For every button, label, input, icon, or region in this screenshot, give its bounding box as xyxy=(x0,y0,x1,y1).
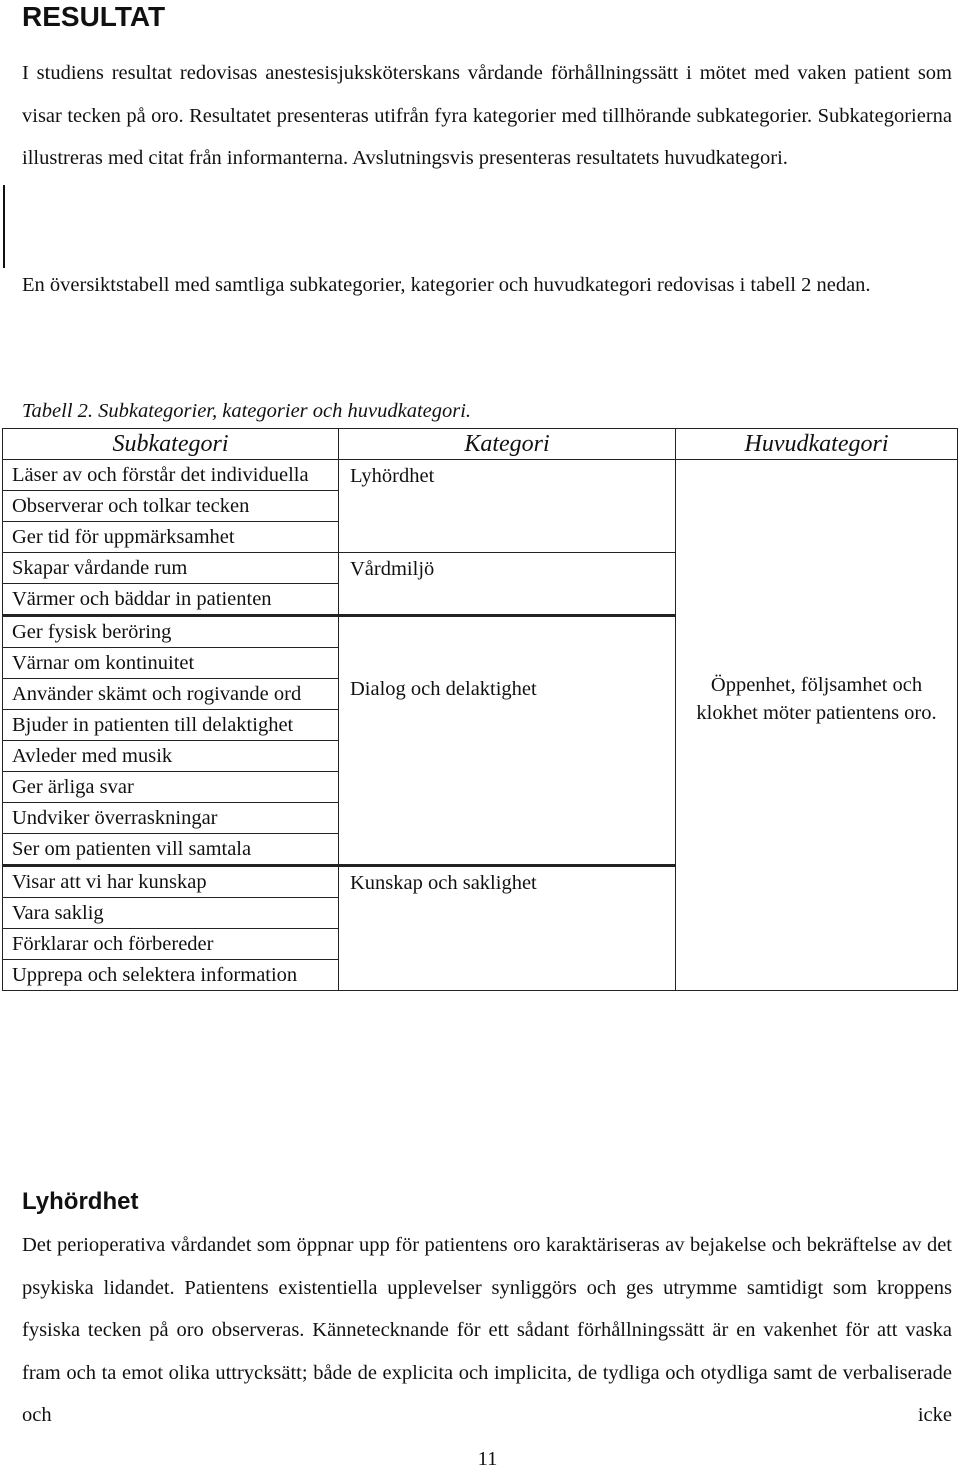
subcategory-cell: Undviker överraskningar xyxy=(3,803,339,834)
header-kategori: Kategori xyxy=(339,429,676,460)
subcategory-cell: Läser av och förstår det individuella xyxy=(3,460,339,491)
category-table xyxy=(2,428,958,991)
subcategory-cell: Använder skämt och rogivande ord xyxy=(3,679,339,710)
section-paragraph xyxy=(22,1224,952,1437)
page-number: 11 xyxy=(477,1448,498,1470)
overview-line: En översiktstabell med samtliga subkategorier, kategorier och huvudkategori redovisas i tabell xyxy=(22,274,796,296)
page-title: RESULTAT xyxy=(22,1,166,32)
subcategory-cell: Ger ärliga svar xyxy=(3,772,339,803)
section-line: ett sådant förhållningssätt är en vakenhet för att vaska fram och ta emot olika uttrycksätt; både xyxy=(22,1319,953,1384)
category-cell: Lyhördhet xyxy=(339,460,676,553)
table-caption: Tabell 2. Subkategorier, kategorier och huvudkategori. xyxy=(22,400,472,422)
header-subkategori: Subkategori xyxy=(3,429,339,460)
subcategory-cell: Värnar om kontinuitet xyxy=(3,648,339,679)
table-row xyxy=(3,460,958,491)
intro-line: I studiens resultat redovisas anestesisjuksköterskans vårdande förhållningssätt i mötet med xyxy=(22,62,790,84)
section-line: de explicita och implicita, de tydliga och otydliga samt de verbaliserade och icke xyxy=(22,1361,952,1426)
category-cell: Kunskap och saklighet xyxy=(339,866,676,991)
category-cell: Dialog och delaktighet xyxy=(339,616,676,866)
header-huvudkategori: Huvudkategori xyxy=(676,429,958,460)
intro-paragraph xyxy=(22,52,952,180)
intro-line: tillhörande subkategorier. Subkategorierna illustreras med citat från informanterna. xyxy=(22,104,952,169)
subcategory-cell: Ser om patienten vill samtala xyxy=(3,834,339,866)
section-line: ges utrymme samtidigt som kroppens fysiska tecken på oro observeras. Kännetecknande för xyxy=(22,1276,952,1341)
subcategory-cell: Avleder med musik xyxy=(3,741,339,772)
table-header-row xyxy=(3,429,958,460)
intro-line: Avslutningsvis presenteras resultatets huvudkategori. xyxy=(352,147,788,169)
overview-line: 2 nedan. xyxy=(801,274,871,296)
subcategory-cell: Upprepa och selektera information xyxy=(3,960,339,991)
subcategory-cell: Vara saklig xyxy=(3,898,339,929)
subcategory-cell: Skapar vårdande rum xyxy=(3,553,339,584)
subcategory-cell: Värmer och bäddar in patienten xyxy=(3,584,339,616)
section-heading: Lyhördhet xyxy=(22,1188,139,1215)
category-cell: Vårdmiljö xyxy=(339,553,676,616)
subcategory-cell: Ger tid för uppmärksamhet xyxy=(3,522,339,553)
main-category-cell: Öppenhet, följsamhet och klokhet möter patientens oro. xyxy=(676,460,958,991)
subcategory-cell: Förklarar och förbereder xyxy=(3,929,339,960)
overview-paragraph xyxy=(22,264,952,307)
section-line: Det perioperativa vårdandet som öppnar upp för patientens oro karaktäriseras av bejakelse xyxy=(22,1234,767,1256)
revision-change-bar xyxy=(3,185,5,268)
section-line: och bekräftelse av det psykiska lidandet. Patientens existentiella upplevelser synliggörs och xyxy=(22,1234,952,1299)
subcategory-cell: Observerar och tolkar tecken xyxy=(3,491,339,522)
intro-line: vaken patient som visar tecken på oro. Resultatet presenteras utifrån fyra kategorier med xyxy=(22,62,953,127)
subcategory-cell: Visar att vi har kunskap xyxy=(3,866,339,898)
subcategory-cell: Bjuder in patienten till delaktighet xyxy=(3,710,339,741)
subcategory-cell: Ger fysisk beröring xyxy=(3,616,339,648)
